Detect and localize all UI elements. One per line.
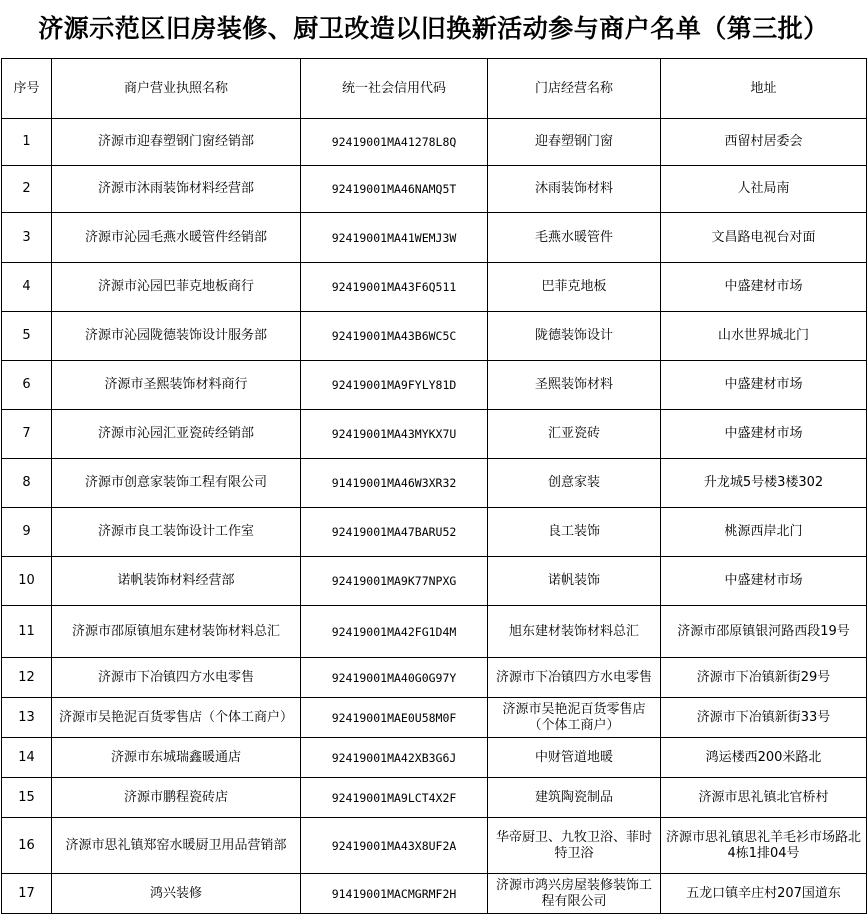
merchant-table: [1, 58, 867, 914]
row-index: 4: [2, 263, 52, 312]
table-row: [2, 698, 867, 738]
table-row: [2, 263, 867, 312]
row-license-name: 济源市东城瑞鑫暖通店: [52, 738, 301, 778]
row-address: 山水世界城北门: [661, 312, 867, 361]
row-address: 中盛建材市场: [661, 263, 867, 312]
row-index: 14: [2, 738, 52, 778]
row-store-name: 良工装饰: [488, 508, 661, 557]
table-row: [2, 166, 867, 213]
row-index: 16: [2, 818, 52, 874]
table-row: [2, 738, 867, 778]
row-license-name: 济源市迎春塑钢门窗经销部: [52, 119, 301, 166]
row-credit-code: 92419001MA41WEMJ3W: [301, 213, 488, 263]
row-store-name: 毛燕水暖管件: [488, 213, 661, 263]
row-address: 济源市邵原镇银河路西段19号: [661, 606, 867, 658]
row-license-name: 济源市吴艳泥百货零售店（个体工商户）: [52, 698, 301, 738]
row-index: 12: [2, 658, 52, 698]
row-license-name: 济源市沁园巴菲克地板商行: [52, 263, 301, 312]
row-index: 15: [2, 778, 52, 818]
row-credit-code: 92419001MA40G0G97Y: [301, 658, 488, 698]
row-credit-code: 92419001MA9FYLY81D: [301, 361, 488, 410]
row-credit-code: 92419001MA41278L8Q: [301, 119, 488, 166]
table-row: [2, 557, 867, 606]
row-index: 11: [2, 606, 52, 658]
row-store-name: 华帝厨卫、九牧卫浴、菲时特卫浴: [488, 818, 661, 874]
row-license-name: 济源市沐雨装饰材料经营部: [52, 166, 301, 213]
row-license-name: 鸿兴装修: [52, 874, 301, 914]
row-store-name: 诺帆装饰: [488, 557, 661, 606]
row-license-name: 济源市思礼镇郑窑水暖厨卫用品营销部: [52, 818, 301, 874]
row-credit-code: 92419001MAE0U58M0F: [301, 698, 488, 738]
row-index: 13: [2, 698, 52, 738]
row-store-name: 汇亚瓷砖: [488, 410, 661, 459]
row-address: 中盛建材市场: [661, 361, 867, 410]
row-license-name: 济源市沁园毛燕水暖管件经销部: [52, 213, 301, 263]
row-address: 人社局南: [661, 166, 867, 213]
row-index: 7: [2, 410, 52, 459]
row-license-name: 济源市沁园汇亚瓷砖经销部: [52, 410, 301, 459]
row-license-name: 诺帆装饰材料经营部: [52, 557, 301, 606]
table-header-row: [2, 59, 867, 119]
row-store-name: 中财管道地暖: [488, 738, 661, 778]
page-title: 济源示范区旧房装修、厨卫改造以旧换新活动参与商户名单（第三批）: [38, 14, 829, 43]
table-row: [2, 508, 867, 557]
table-row: [2, 459, 867, 508]
row-address: 升龙城5号楼3楼302: [661, 459, 867, 508]
row-store-name: 创意家装: [488, 459, 661, 508]
row-address: 文昌路电视台对面: [661, 213, 867, 263]
row-address: 鸿运楼西200米路北: [661, 738, 867, 778]
row-license-name: 济源市创意家装饰工程有限公司: [52, 459, 301, 508]
row-credit-code: 92419001MA46NAMQ5T: [301, 166, 488, 213]
row-credit-code: 92419001MA47BARU52: [301, 508, 488, 557]
row-store-name: 济源市下冶镇四方水电零售: [488, 658, 661, 698]
row-address: 西留村居委会: [661, 119, 867, 166]
row-credit-code: 92419001MA42FG1D4M: [301, 606, 488, 658]
row-credit-code: 92419001MA9LCT4X2F: [301, 778, 488, 818]
row-store-name: 济源市吴艳泥百货零售店（个体工商户）: [488, 698, 661, 738]
row-credit-code: 92419001MA43MYKX7U: [301, 410, 488, 459]
header-index: 序号: [2, 59, 52, 119]
row-address: 五龙口镇辛庄村207国道东: [661, 874, 867, 914]
row-address: 济源市下冶镇新街29号: [661, 658, 867, 698]
row-license-name: 济源市鹏程瓷砖店: [52, 778, 301, 818]
row-license-name: 济源市沁园陇德装饰设计服务部: [52, 312, 301, 361]
row-store-name: 沐雨装饰材料: [488, 166, 661, 213]
row-index: 2: [2, 166, 52, 213]
table-row: [2, 606, 867, 658]
table-row: [2, 818, 867, 874]
row-address: 济源市思礼镇思礼羊毛衫市场路北4栋1排04号: [661, 818, 867, 874]
row-license-name: 济源市良工装饰设计工作室: [52, 508, 301, 557]
table-row: [2, 874, 867, 914]
row-store-name: 迎春塑钢门窗: [488, 119, 661, 166]
row-license-name: 济源市圣熙装饰材料商行: [52, 361, 301, 410]
row-store-name: 巴菲克地板: [488, 263, 661, 312]
row-address: 济源市思礼镇北官桥村: [661, 778, 867, 818]
row-credit-code: 92419001MA42XB3G6J: [301, 738, 488, 778]
row-address: 济源市下冶镇新街33号: [661, 698, 867, 738]
header-store-name: 门店经营名称: [488, 59, 661, 119]
table-row: [2, 119, 867, 166]
row-index: 1: [2, 119, 52, 166]
row-store-name: 陇德装饰设计: [488, 312, 661, 361]
row-index: 8: [2, 459, 52, 508]
row-license-name: 济源市下冶镇四方水电零售: [52, 658, 301, 698]
table-row: [2, 658, 867, 698]
row-store-name: 旭东建材装饰材料总汇: [488, 606, 661, 658]
row-index: 17: [2, 874, 52, 914]
row-address: 中盛建材市场: [661, 557, 867, 606]
table-row: [2, 213, 867, 263]
row-credit-code: 92419001MA43B6WC5C: [301, 312, 488, 361]
row-index: 9: [2, 508, 52, 557]
row-credit-code: 92419001MA43X8UF2A: [301, 818, 488, 874]
row-address: 中盛建材市场: [661, 410, 867, 459]
header-address: 地址: [661, 59, 867, 119]
row-credit-code: 91419001MA46W3XR32: [301, 459, 488, 508]
row-index: 5: [2, 312, 52, 361]
row-index: 10: [2, 557, 52, 606]
table-row: [2, 312, 867, 361]
row-store-name: 济源市鸿兴房屋装修装饰工程有限公司: [488, 874, 661, 914]
row-credit-code: 92419001MA9K77NPXG: [301, 557, 488, 606]
row-license-name: 济源市邵原镇旭东建材装饰材料总汇: [52, 606, 301, 658]
table-row: [2, 410, 867, 459]
row-store-name: 建筑陶瓷制品: [488, 778, 661, 818]
table-row: [2, 778, 867, 818]
row-index: 6: [2, 361, 52, 410]
row-store-name: 圣熙装饰材料: [488, 361, 661, 410]
header-license-name: 商户营业执照名称: [52, 59, 301, 119]
header-credit-code: 统一社会信用代码: [301, 59, 488, 119]
row-credit-code: 91419001MACMGRMF2H: [301, 874, 488, 914]
row-credit-code: 92419001MA43F6Q511: [301, 263, 488, 312]
row-index: 3: [2, 213, 52, 263]
row-address: 桃源西岸北门: [661, 508, 867, 557]
table-row: [2, 361, 867, 410]
